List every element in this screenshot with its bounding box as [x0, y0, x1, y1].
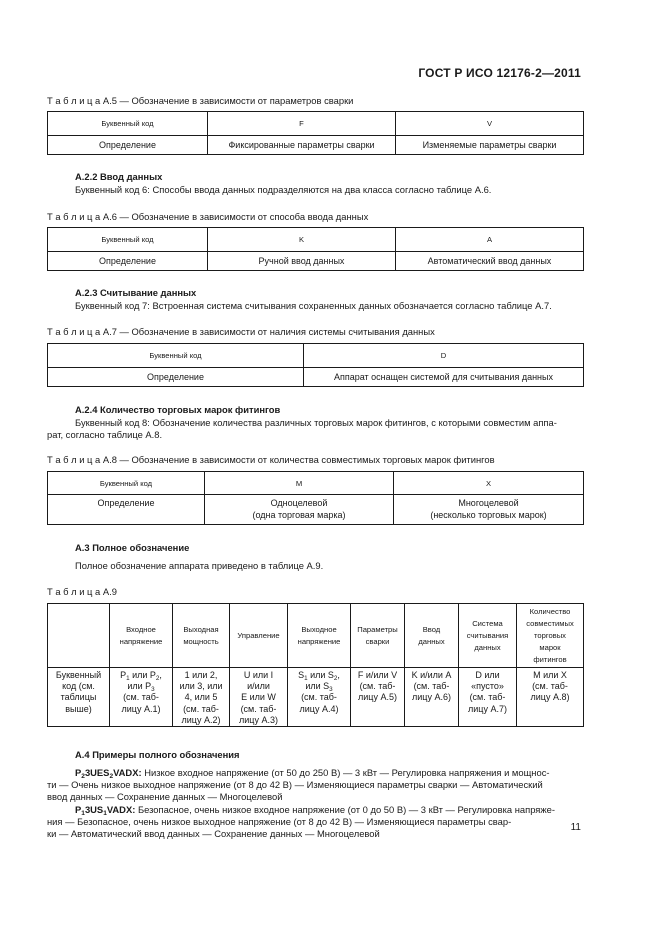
table-a9-head-data-input	[405, 604, 459, 668]
table-a6	[47, 227, 584, 271]
table-a9-head-weld-params	[351, 604, 405, 668]
table-a9-cell-output-power	[173, 668, 230, 727]
cell-line: и/или	[247, 681, 270, 692]
cell-line: лицу А.6)	[412, 692, 451, 703]
example-2-line1	[47, 804, 583, 816]
cell-line: 1 или 2,	[184, 670, 218, 680]
table-a5	[47, 111, 584, 155]
cell-line: лицу А.2)	[181, 714, 221, 725]
hdr-line: Система	[472, 618, 503, 628]
table-a8-row-label: Определение	[48, 495, 205, 525]
cell-line: лицу А.3)	[239, 714, 278, 725]
cell-line: лицу А.4)	[299, 703, 339, 714]
table-a9-head-input-voltage	[110, 604, 173, 668]
cell-line: (см. таб-	[469, 692, 506, 703]
example-1	[47, 767, 583, 804]
table-a8-head-code: Буквенный код	[48, 472, 205, 495]
hdr-line: напряжение	[297, 636, 341, 646]
hdr-line: торговых	[534, 630, 566, 640]
section-a24-title: А.2.4 Количество торговых марок фитингов	[75, 404, 281, 415]
table-a9-caption: Т а б л и ц а А.9	[47, 586, 117, 597]
cell-line: $S_1$ или $S_2$,	[298, 670, 340, 682]
hdr-line: Выходная	[183, 624, 219, 634]
cell-line: Буквенный	[55, 670, 102, 680]
section-a3-title: А.3 Полное обозначение	[75, 542, 190, 553]
cell-line: лицу А.7)	[468, 703, 507, 714]
table-a7-head-code: Буквенный код	[48, 344, 304, 368]
table-a6-cell-k: Ручной ввод данных	[208, 252, 396, 271]
cell-line: (см. таб-	[123, 692, 159, 703]
table-a8-cell-x	[394, 495, 584, 525]
table-a9-cell-output-voltage	[288, 668, 351, 727]
cell-line: код (см.	[62, 681, 95, 692]
table-a7-head-d: D	[304, 344, 584, 368]
table-a9-head-output-power	[173, 604, 230, 668]
table-a9-head-brands-count	[517, 604, 584, 668]
page-number: 11	[570, 822, 581, 833]
table-a5-caption: Т а б л и ц а А.5 — Обозначение в зависимости от параметров сварки	[47, 95, 354, 106]
table-a8-cell-m	[205, 495, 394, 525]
table-a7	[47, 343, 584, 387]
cell-line: (см. таб-	[183, 703, 219, 714]
table-a9-head-control	[230, 604, 288, 668]
hdr-line: Ввод	[422, 624, 441, 634]
cell-line: или 3, или	[179, 681, 223, 692]
section-a4-title: А.4 Примеры полного обозначения	[75, 749, 240, 760]
hdr-line: данных	[474, 642, 501, 652]
table-a5-head-f: F	[208, 112, 396, 136]
table-a7-caption: Т а б л и ц а А.7 — Обозначение в зависимости от наличия системы считывания данных	[47, 326, 435, 337]
table-a9-cell-readout-system	[459, 668, 517, 727]
hdr-line: Количество	[529, 606, 571, 616]
table-a9-cell-control	[230, 668, 288, 727]
section-a22-title: А.2.2 Ввод данных	[75, 171, 163, 182]
cell-line: лицу А.8)	[530, 692, 570, 703]
hdr-line: Входное	[126, 624, 156, 634]
table-a9-head-output-voltage	[288, 604, 351, 668]
hdr-line: сварки	[365, 636, 390, 646]
cell-line: (см. таб-	[359, 681, 396, 692]
hdr-line: марок	[539, 642, 561, 652]
table-a6-head-a: A	[396, 228, 584, 252]
table-a9-corner	[48, 604, 110, 668]
table-a7-cell-d: Аппарат оснащен системой для считывания данных	[304, 368, 584, 387]
cell-line: (см. таб-	[301, 692, 337, 703]
table-a8-cell-x-line1: Многоцелевой	[458, 498, 519, 508]
table-a5-cell-f: Фиксированные параметры сварки	[208, 136, 396, 155]
example-1-text: Низкое входное напряжение (от 50 до 250 В) — 3 кВт — Регулировка напряжения и мощнос-	[144, 767, 550, 778]
table-a8-cell-m-line1: Одноцелевой	[270, 498, 328, 508]
hdr-line: Выходное	[301, 624, 337, 634]
example-1-line1	[47, 767, 583, 779]
section-a23-title: А.2.3 Считывание данных	[75, 287, 197, 298]
table-a8	[47, 471, 584, 525]
table-a6-head-k: K	[208, 228, 396, 252]
cell-line: лицу А.5)	[358, 692, 397, 703]
hdr-line: данных	[418, 636, 445, 646]
table-a8-cell-m-line2: (одна торговая марка)	[252, 509, 346, 520]
cell-line: (см. таб-	[413, 681, 450, 692]
table-a5-row-label: Определение	[48, 136, 208, 155]
table-a6-row-label: Определение	[48, 252, 208, 271]
hdr-line: мощность	[183, 636, 219, 646]
cell-line: K и/или A	[411, 670, 452, 680]
hdr-line: Параметры	[357, 624, 398, 634]
cell-line: M или X	[533, 670, 567, 680]
table-a9-cell-weld-params	[351, 668, 405, 727]
cell-line: таблицы	[60, 692, 97, 703]
table-a6-cell-a: Автоматический ввод данных	[396, 252, 584, 271]
section-a3-text: Полное обозначение аппарата приведено в таблице А.9.	[75, 560, 324, 571]
example-2	[47, 804, 583, 841]
section-a24-text-line1: Буквенный код 8: Обозначение количества различных торговых марок фитингов, с которыми совместим аппа-	[75, 417, 557, 428]
cell-line: лицу А.1)	[121, 703, 161, 714]
section-a23-text: Буквенный код 7: Встроенная система считывания сохраненных данных обозначается согласно таблице А.7.	[75, 300, 552, 311]
table-a9-cell-brands-count	[517, 668, 584, 727]
cell-line: F и/или V	[357, 670, 398, 680]
table-a5-head-v: V	[396, 112, 584, 136]
section-a24-text-line2: рат, согласно таблице А.8.	[47, 429, 163, 440]
cell-line: D или	[475, 670, 500, 680]
hdr-line: совместимых	[526, 618, 574, 628]
table-a5-head-code: Буквенный код	[48, 112, 208, 136]
cell-line: «пусто»	[471, 681, 504, 692]
section-a22-text: Буквенный код 6: Способы ввода данных подразделяются на два класса согласно таблице А.6.	[75, 184, 492, 195]
cell-line: (см. таб-	[532, 681, 568, 692]
table-a9-cell-data-input	[405, 668, 459, 727]
table-a8-head-x: X	[394, 472, 584, 495]
hdr-line: Управление	[237, 630, 280, 640]
example-2-line3: ки — Автоматический ввод данных — Сохранение данных — Многоцелевой	[47, 828, 380, 840]
table-a6-head-code: Буквенный код	[48, 228, 208, 252]
hdr-line: считывания	[466, 630, 509, 640]
cell-line: E или W	[241, 692, 276, 703]
hdr-line: напряжение	[119, 636, 163, 646]
table-a8-head-m: M	[205, 472, 394, 495]
cell-line: выше)	[65, 703, 92, 714]
table-a6-caption: Т а б л и ц а А.6 — Обозначение в зависимости от способа ввода данных	[47, 211, 369, 222]
cell-line: или $S_3$	[305, 681, 333, 694]
example-1-line2: ти — Очень низкое выходное напряжение (от 8 до 42 В) — Изменяющиеся параметры сварки — Автоматический	[47, 779, 543, 791]
table-a8-caption: Т а б л и ц а А.8 — Обозначение в зависимости от количества совместимых торговых марок фитингов	[47, 454, 495, 465]
cell-line: 4, или 5	[184, 692, 218, 703]
cell-line: или $P_3$	[127, 681, 155, 694]
cell-line: $P_1$ или $P_2$,	[120, 670, 162, 682]
example-2-code: $P_13US_1VADX$:	[75, 804, 136, 817]
cell-line: (см. таб-	[240, 703, 277, 714]
hdr-line: фитингов	[533, 654, 567, 664]
example-2-line2: ния — Безопасное, очень низкое выходное напряжение (от 8 до 42 В) — Изменяющиеся параметры свар-	[47, 816, 512, 828]
table-a5-cell-v: Изменяемые параметры сварки	[396, 136, 584, 155]
table-a8-cell-x-line2: (несколько торговых марок)	[430, 509, 547, 520]
example-1-code: $P_23UES_2VADX$:	[75, 767, 142, 780]
document-standard-number: ГОСТ Р ИСО 12176-2—2011	[418, 66, 581, 80]
table-a9	[47, 603, 584, 727]
table-a9-cell-input-voltage	[110, 668, 173, 727]
table-a9-row-label	[48, 668, 110, 727]
cell-line: U или I	[243, 670, 274, 680]
example-1-line3: ввод данных — Сохранение данных — Многоцелевой	[47, 791, 283, 803]
table-a9-head-readout-system	[459, 604, 517, 668]
example-2-text: Безопасное, очень низкое входное напряжение (от 0 до 50 В) — 3 кВт — Регулировка напряже-	[137, 804, 555, 815]
table-a7-row-label: Определение	[48, 368, 304, 387]
